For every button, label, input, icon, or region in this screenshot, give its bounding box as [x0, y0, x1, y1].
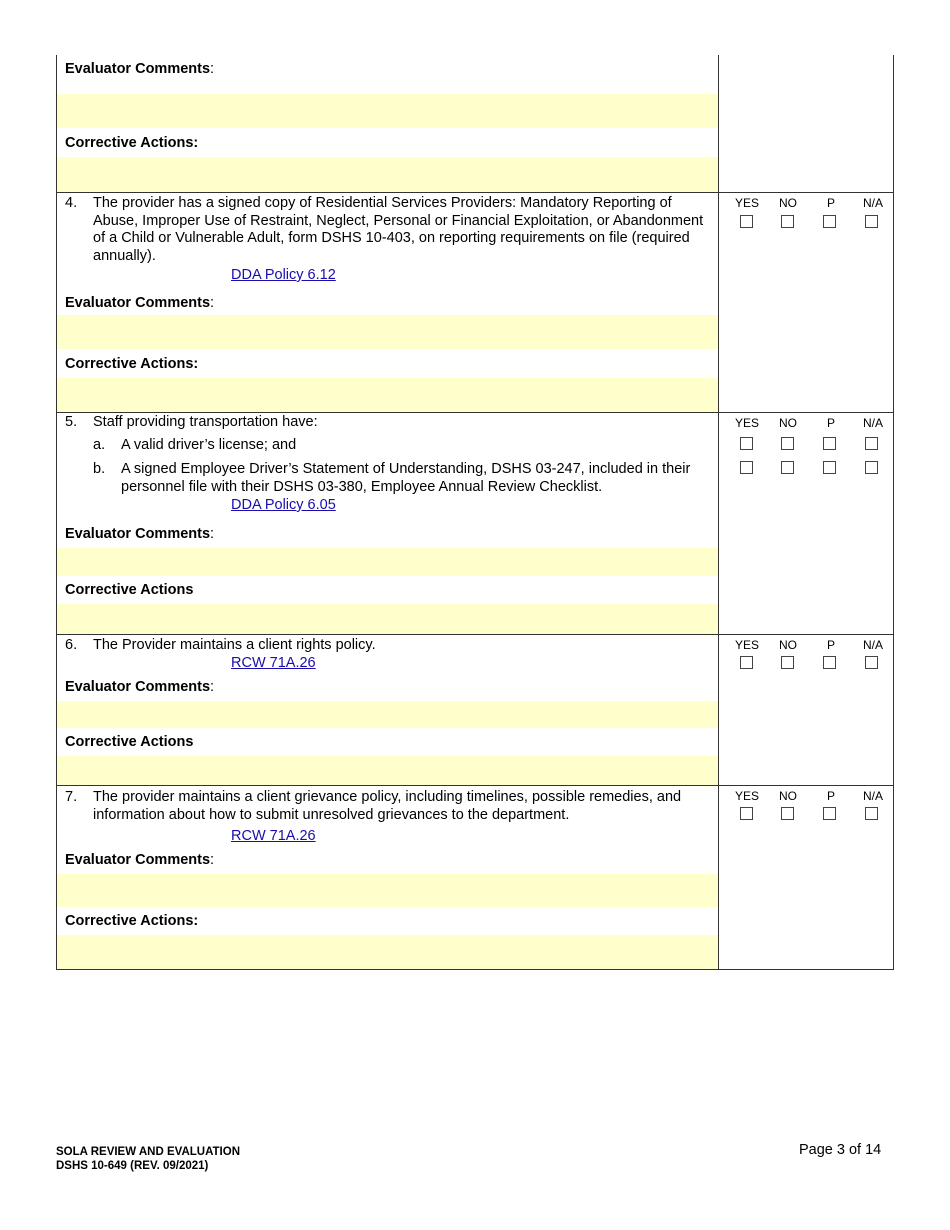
footer-form-info	[56, 1145, 240, 1173]
no-checkbox-b[interactable]	[781, 461, 794, 474]
evaluator-comments-field[interactable]	[57, 94, 718, 128]
policy-link[interactable]: RCW 71A.26	[231, 655, 316, 671]
p-header: P	[827, 638, 836, 652]
policy-link[interactable]: RCW 71A.26	[231, 828, 316, 844]
yes-header: YES	[735, 196, 760, 210]
yes-header: YES	[735, 789, 760, 803]
p-header: P	[827, 789, 836, 803]
question-number: 5.	[65, 414, 78, 430]
evaluator-comments-label: Evaluator Comments :	[65, 679, 215, 695]
policy-link[interactable]: DDA Policy 6.12	[231, 267, 336, 283]
p-checkbox-a[interactable]	[823, 437, 836, 450]
question-text: Staff providing transportation have:	[93, 414, 318, 430]
question-4	[56, 192, 894, 412]
corrective-actions-label: Corrective Actions	[65, 582, 194, 598]
no-header: NO	[779, 196, 797, 210]
na-checkbox[interactable]	[865, 807, 878, 820]
evaluator-comments-label: Evaluator Comments :	[65, 295, 215, 311]
na-header: N/A	[863, 196, 884, 210]
na-checkbox[interactable]	[865, 656, 878, 669]
na-header: N/A	[863, 638, 884, 652]
corrective-actions-label: Corrective Actions:	[65, 355, 199, 372]
form-number: DSHS 10-649 (REV. 09/2021)	[56, 1160, 209, 1172]
no-header: NO	[779, 638, 797, 652]
na-header: N/A	[863, 416, 884, 430]
no-checkbox[interactable]	[781, 656, 794, 669]
policy-link[interactable]: DDA Policy 6.05	[231, 497, 336, 513]
corrective-actions-field[interactable]	[57, 935, 718, 969]
na-checkbox-b[interactable]	[865, 461, 878, 474]
review-form	[56, 55, 894, 970]
question-text: The provider has a signed copy of Residential Services Providers: Mandatory Reporting of Abuse, Improper Use of Restraint, Neglect, Personal or Financial Exploitation, or Abandonment of a Child or Vulnerable Adult, form DSHS 10-403, on reporting requirements on file (required annually).	[93, 195, 704, 264]
yes-header: YES	[735, 416, 760, 430]
evaluator-comments-field[interactable]	[57, 874, 718, 907]
question-number: 6.	[65, 637, 78, 653]
evaluator-comments-field[interactable]	[57, 315, 718, 349]
yes-checkbox-b[interactable]	[740, 461, 753, 474]
question-number: 7.	[65, 789, 78, 805]
yes-header: YES	[735, 638, 760, 652]
evaluator-comments-field[interactable]	[57, 701, 718, 728]
yes-checkbox[interactable]	[740, 807, 753, 820]
question-6	[56, 634, 894, 785]
p-checkbox[interactable]	[823, 807, 836, 820]
yes-checkbox[interactable]	[740, 656, 753, 669]
yes-checkbox-a[interactable]	[740, 437, 753, 450]
question-7	[56, 785, 894, 970]
corrective-actions-label: Corrective Actions:	[65, 913, 199, 929]
no-header: NO	[779, 416, 797, 430]
corrective-actions-label: Corrective Actions:	[65, 134, 199, 151]
corrective-actions-field[interactable]	[57, 157, 718, 192]
corrective-actions-field[interactable]	[57, 604, 718, 634]
page-number: Page 3 of 14	[799, 1142, 882, 1158]
question-text: The provider maintains a client grievance policy, including timelines, possible remedies, and information about how to submit unresolved grievances to the department.	[93, 789, 682, 823]
na-header: N/A	[863, 789, 884, 803]
corrective-actions-field[interactable]	[57, 756, 718, 785]
na-checkbox-a[interactable]	[865, 437, 878, 450]
question-5	[56, 412, 894, 634]
p-checkbox-b[interactable]	[823, 461, 836, 474]
evaluator-comments-label: Evaluator Comments :	[65, 61, 215, 77]
question-number: 4.	[65, 195, 78, 211]
p-checkbox[interactable]	[823, 215, 836, 228]
sub-item-b: b. A signed Employee Driver’s Statement of Understanding, DSHS 03-247, included in their personnel file with their DSHS 03-380, Employee Annual Review Checklist. DDA Policy 6.05	[93, 461, 691, 513]
p-header: P	[827, 196, 836, 210]
no-header: NO	[779, 789, 797, 803]
p-header: P	[827, 416, 836, 430]
evaluator-comments-field[interactable]	[57, 548, 718, 576]
p-checkbox[interactable]	[823, 656, 836, 669]
no-checkbox[interactable]	[781, 215, 794, 228]
evaluator-comments-label: Evaluator Comments :	[65, 526, 215, 542]
yes-checkbox[interactable]	[740, 215, 753, 228]
no-checkbox[interactable]	[781, 807, 794, 820]
corrective-actions-field[interactable]	[57, 378, 718, 412]
na-checkbox[interactable]	[865, 215, 878, 228]
no-checkbox-a[interactable]	[781, 437, 794, 450]
form-title: SOLA REVIEW AND EVALUATION	[56, 1146, 240, 1158]
evaluator-comments-label: Evaluator Comments :	[65, 852, 215, 868]
question-text: The Provider maintains a client rights policy.	[93, 637, 376, 653]
section-continued	[56, 55, 894, 192]
corrective-actions-label: Corrective Actions	[65, 734, 194, 750]
sub-item-a: a. A valid driver’s license; and	[93, 437, 297, 453]
